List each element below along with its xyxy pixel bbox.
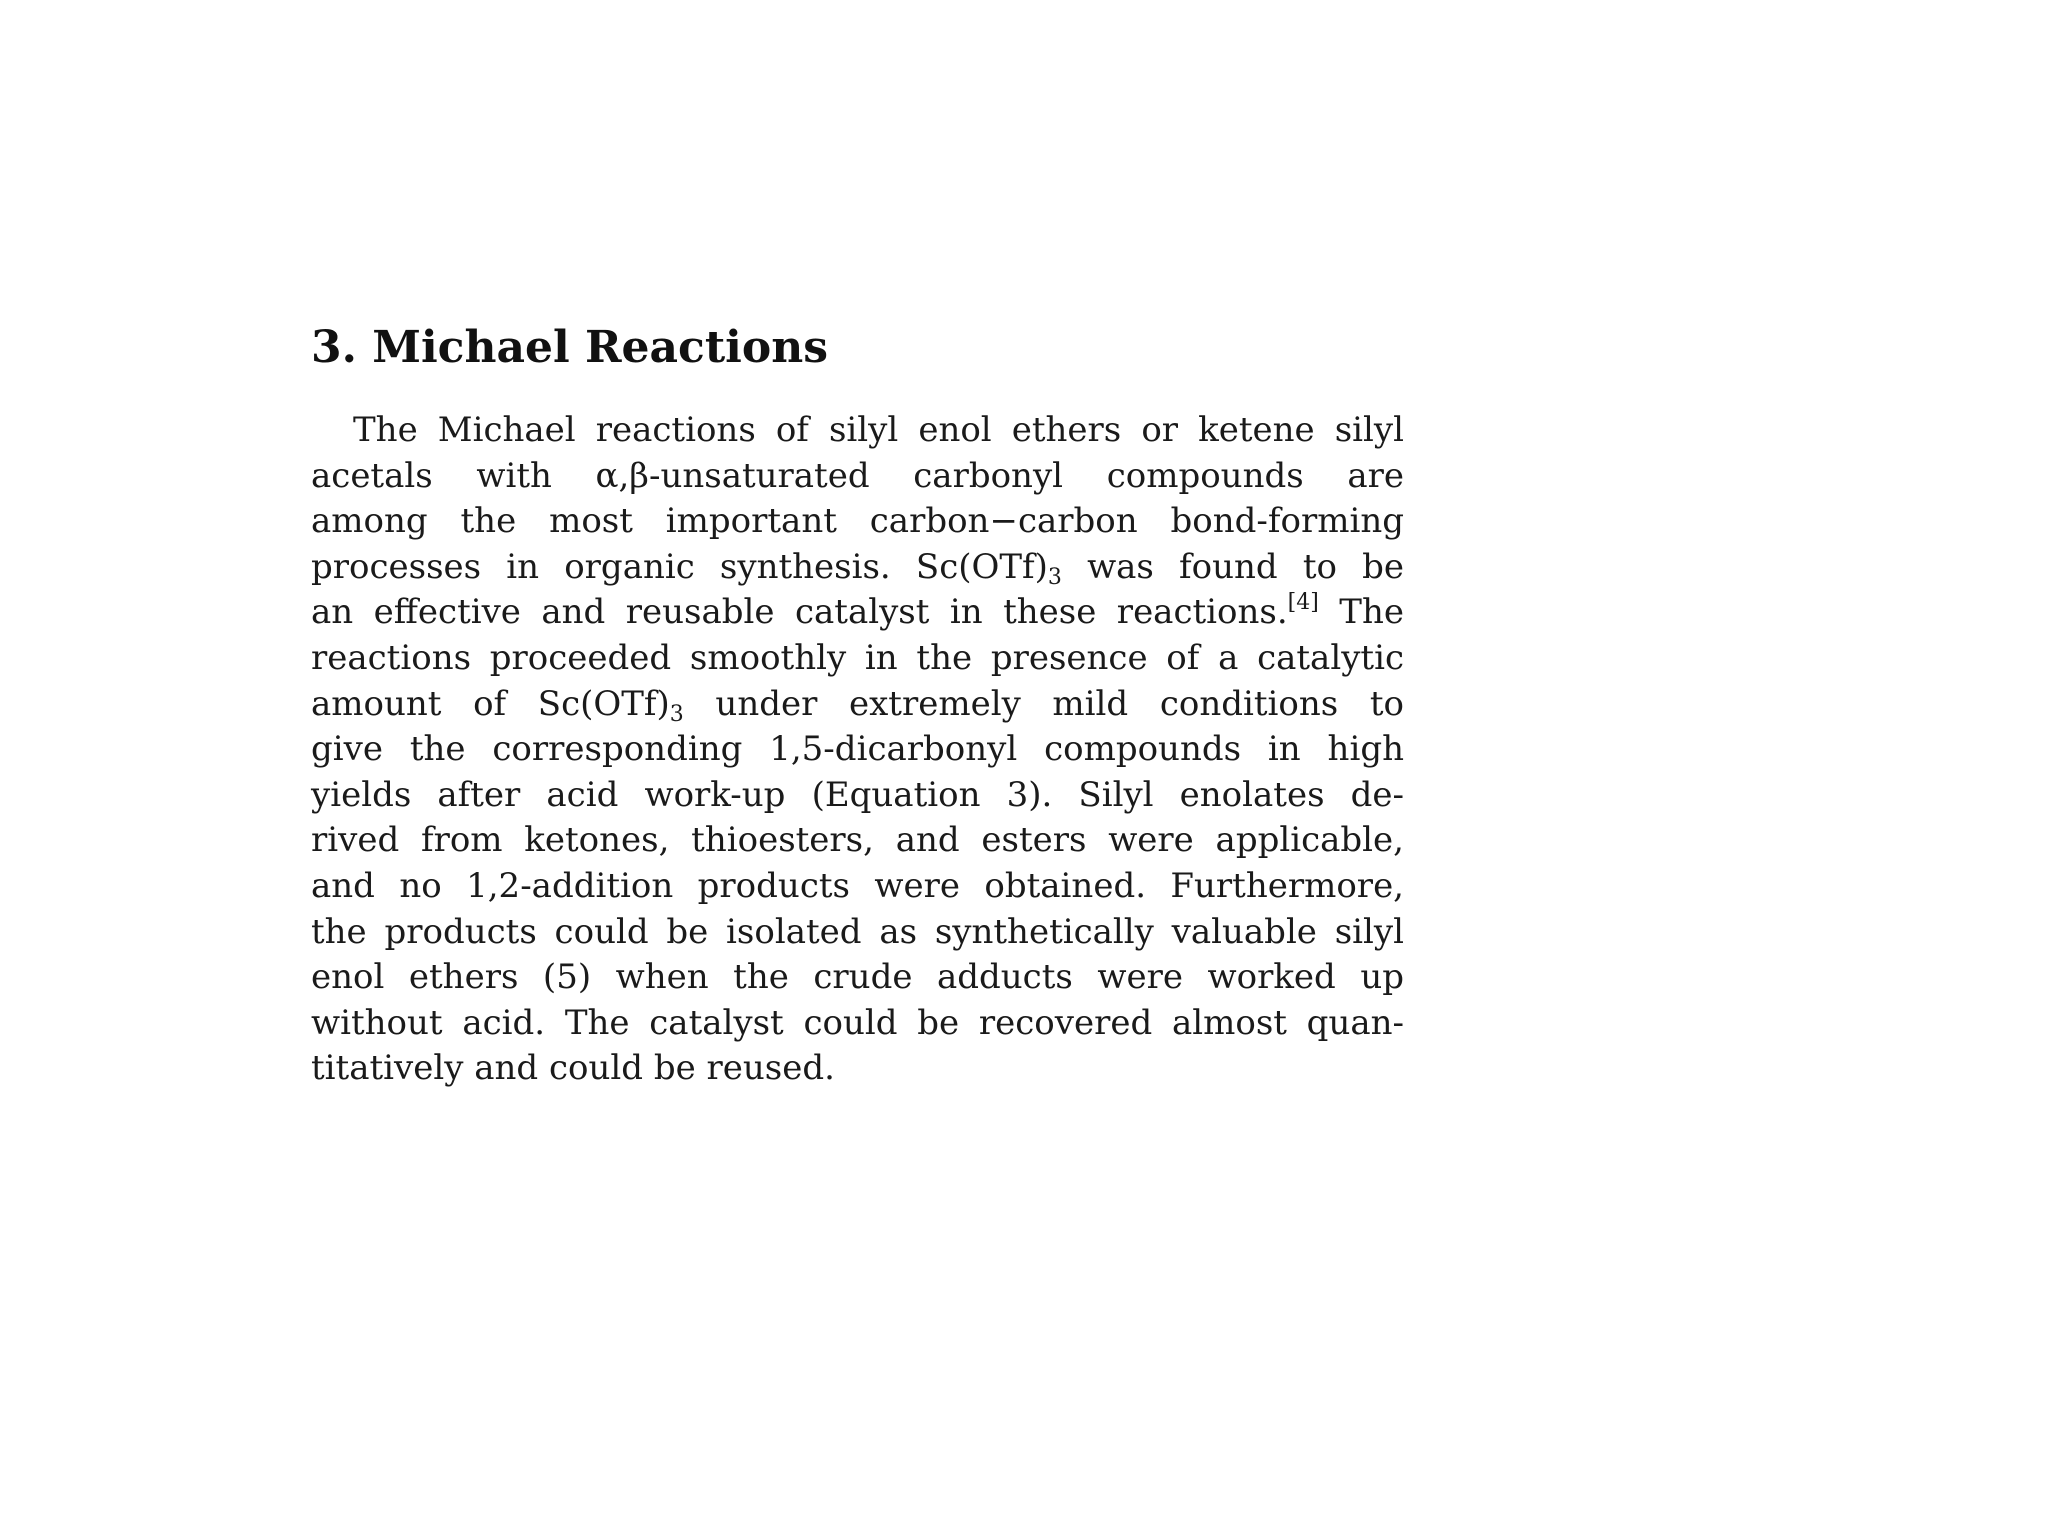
- paragraph-line-14: without acid. The catalyst could be recovered almost quan-: [311, 1002, 1404, 1043]
- paragraph-line-2: acetals with α,β-unsaturated carbonyl compounds are: [311, 455, 1404, 496]
- line-4-text-a: processes in organic synthesis. Sc(OTf): [311, 546, 1048, 587]
- paragraph-line-7: [311, 682, 1404, 728]
- paragraph-line-13: enol ethers (5) when the crude adducts were worked up: [311, 957, 1404, 998]
- paragraph-line-11: and no 1,2-addition products were obtained. Furthermore,: [311, 865, 1404, 906]
- line-7-text-a: amount of Sc(OTf): [311, 683, 670, 724]
- citation-reference: [4]: [1287, 590, 1319, 616]
- subscript-3: 3: [1047, 564, 1062, 590]
- line-5-text-a: an effective and reusable catalyst in these reactions.: [311, 592, 1288, 633]
- paragraph-line-6: reactions proceeded smoothly in the presence of a catalytic: [311, 637, 1404, 678]
- body-paragraph: [311, 408, 1404, 1092]
- subscript-3: 3: [669, 701, 684, 727]
- paragraph-line-12: the products could be isolated as synthetically valuable silyl: [311, 911, 1404, 952]
- paragraph-line-3: among the most important carbon−carbon bond-forming: [311, 501, 1404, 542]
- paragraph-line-9: yields after acid work-up (Equation 3). Silyl enolates de-: [311, 774, 1404, 815]
- paragraph-line-15: titatively and could be reused.: [311, 1048, 835, 1089]
- paragraph-line-5: [311, 590, 1404, 636]
- paragraph-line-1: The Michael reactions of silyl enol ethers or ketene silyl: [353, 410, 1404, 450]
- paragraph-line-8: give the corresponding 1,5-dicarbonyl compounds in high: [311, 729, 1404, 770]
- line-5-text-b: The: [1318, 592, 1404, 633]
- line-7-text-b: under extremely mild conditions to: [683, 683, 1404, 724]
- paragraph-line-4: [311, 545, 1404, 591]
- section-heading: 3. Michael Reactions: [311, 322, 828, 373]
- paragraph-line-10: rived from ketones, thioesters, and esters were applicable,: [311, 820, 1404, 861]
- line-4-text-b: was found to be: [1061, 546, 1404, 587]
